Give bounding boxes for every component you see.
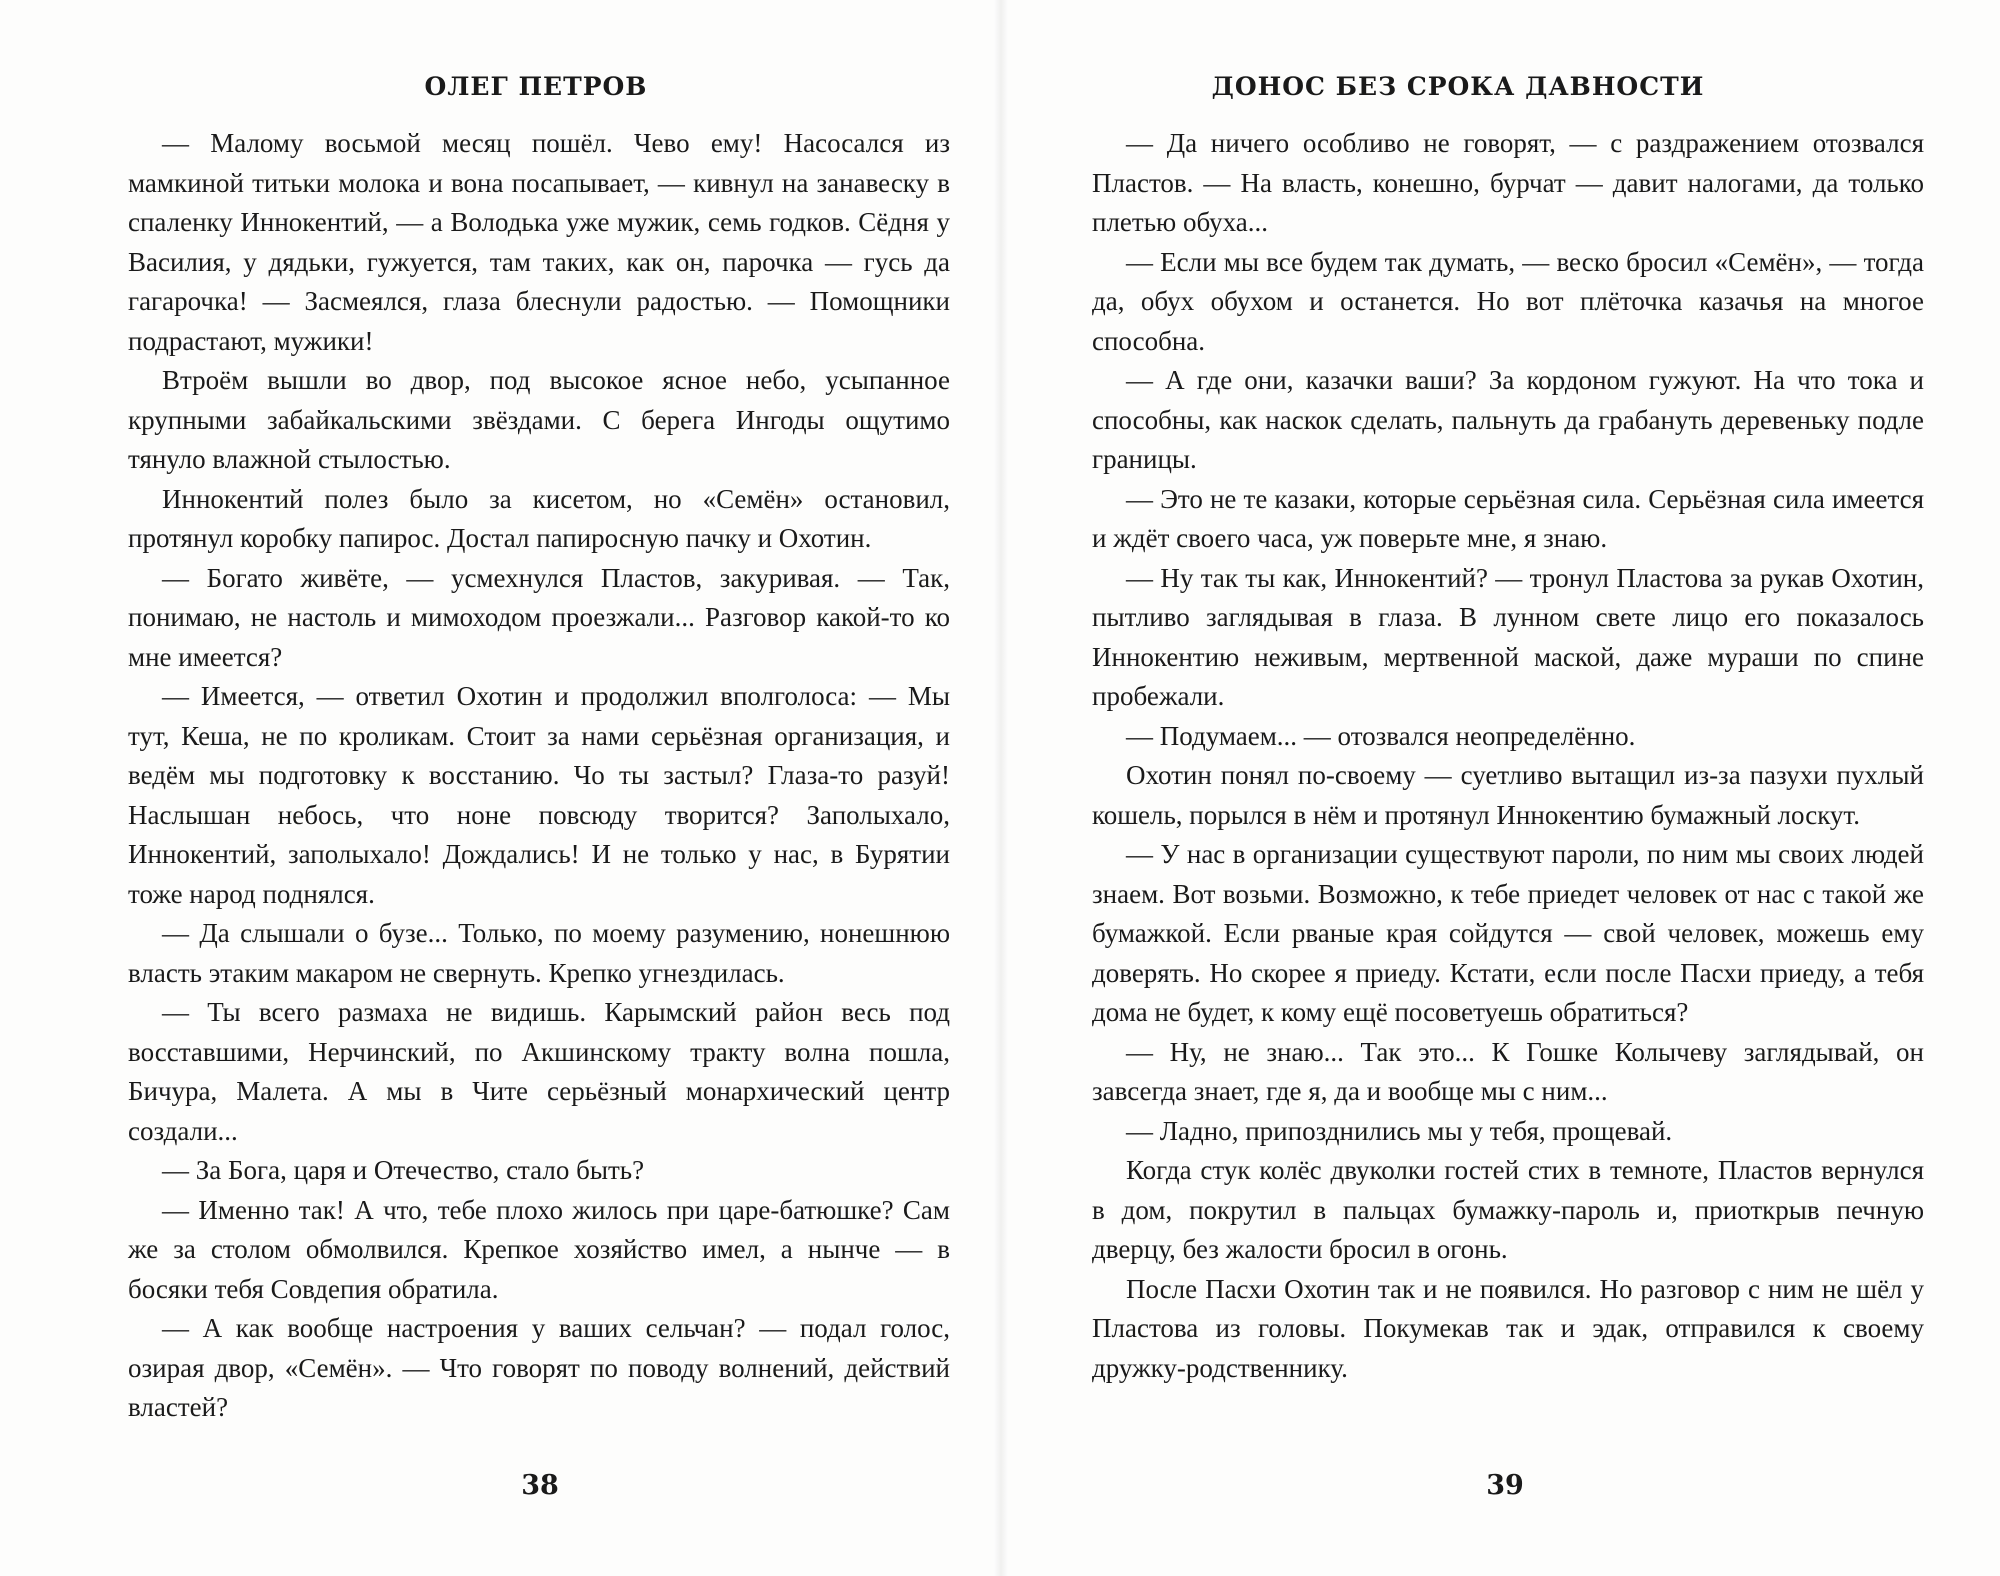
paragraph: — Это не те казаки, которые серьёзная сила. Серьёзная сила имеется и ждёт своего часа, уж поверьте мне, я знаю. (1092, 483, 1924, 553)
paragraph: После Пасхи Охотин так и не появился. Но разговор с ним не шёл у Пластова из головы. Покумекав так и эдак, отправился к своему дружку-родственнику. (1092, 1273, 1924, 1383)
paragraph: Иннокентий полез было за кисетом, но «Семён» остановил, протянул коробку папирос. Достал папиросную пачку и Охотин. (128, 483, 950, 553)
paragraph: Охотин понял по-своему — суетливо вытащил из-за пазухи пухлый кошель, порылся в нём и протянул Иннокентию бумажный лоскут. (1092, 760, 1924, 830)
right-text-block (1092, 124, 1924, 1388)
paragraph: — А где они, казачки ваши? За кордоном гужуют. На что тока и способны, как наскок сделать, пальнуть да грабануть деревеньку подле границы. (1092, 365, 1924, 474)
paragraph: — Ну так ты как, Иннокентий? — тронул Пластова за рукав Охотин, пытливо заглядывая в глаза. В лунном свете лицо его показалось Иннокентию неживым, мертвенной маской, даже мураши по спине пробежали. (1092, 562, 1924, 711)
paragraph: — Именно так! А что, тебе плохо жилось при царе-батюшке? Сам же за столом обмолвился. Крепкое хозяйство имел, а нынче — в босяки тебя Совдепия обратила. (128, 1194, 950, 1304)
paragraph: — Ладно, припозднились мы у тебя, прощевай. (1126, 1115, 1673, 1146)
paragraph: Когда стук колёс двуколки гостей стих в темноте, Пластов вернулся в дом, покрутил в пальцах бумажку-пароль и, приоткрыв печную дверцу, без жалости бросил в огонь. (1092, 1155, 1924, 1264)
paragraph: — Да ничего особливо не говорят, — с раздражением отозвался Пластов. — На власть, конешно, бурчат — давит налогами, да только плетью обуха... (1092, 128, 1924, 237)
paragraph: — Ну, не знаю... Так это... К Гошке Колычеву заглядывай, он завсегда знает, где я, да и вообще мы с ним... (1092, 1036, 1924, 1106)
paragraph: Втроём вышли во двор, под высокое ясное небо, усыпанное крупными забайкальскими звёздами. С берега Ингоды ощутимо тянуло влажной стылостью. (128, 365, 950, 474)
paragraph: — За Бога, царя и Отечество, стало быть? (162, 1155, 645, 1185)
paragraph: — Да слышали о бузе... Только, по моему разумению, нонешнюю власть этаким макаром не свернуть. Крепко угнездилась. (128, 918, 950, 988)
paragraph: — А как вообще настроения у ваших сельчан? — подал голос, озирая двор, «Семён». — Что говорят по поводу волнений, действий властей? (128, 1313, 950, 1422)
paragraph: — Если мы все будем так думать, — веско бросил «Семён», — тогда да, обух обухом и останется. Но вот плёточка казачья на многое способна. (1092, 246, 1924, 356)
paragraph: — У нас в организации существуют пароли, по ним мы своих людей знаем. Вот возьми. Возможно, к тебе приедет человек от нас с такой же бумажкой. Если рваные края сойдутся — свой человек, можешь ему доверять. Но скорее я приеду. Кстати, если после Пасхи приеду, а тебя дома не будет, к кому ещё посоветуешь обратиться? (1092, 839, 1924, 1027)
running-head-author: ОЛЕГ ПЕТРОВ (424, 72, 648, 101)
paragraph: — Малому восьмой месяц пошёл. Чево ему! Насосался из мамкиной титьки молока и вона посапывает, — кивнул на занавеску в спаленку Иннокентий, — а Володька уже мужик, семь годков. Сёдня у Василия, у дядьки, гужуется, там таких, как он, парочка — гусь да гагарочка! — Засмеялся, глаза блеснули радостью. — Помощники подрастают, мужики! (128, 128, 950, 356)
paragraph: — Ты всего размаха не видишь. Карымский район весь под восставшими, Нерчинский, по Акшинскому тракту волна пошла, Бичура, Малета. А мы в Чите серьёзный монархический центр создали... (128, 997, 950, 1146)
running-head-title: ДОНОС БЕЗ СРОКА ДАВНОСТИ (1211, 72, 1705, 101)
page-number-left: 38 (521, 1470, 559, 1501)
paragraph: — Имеется, — ответил Охотин и продолжил вполголоса: — Мы тут, Кеша, не по кроликам. Стоит за нами серьёзная организация, и ведём мы подготовку к восстанию. Чо ты застыл? Глаза-то разуй! Наслышан небось, что ноне повсюду творится? Заполыхало, Иннокентий, заполыхало! Дождались! И не только у нас, в Бурятии тоже народ поднялся. (128, 681, 950, 909)
page-number-right: 39 (1486, 1470, 1524, 1501)
right-page (1000, 0, 2000, 1576)
paragraph: — Подумаем... — отозвался неопределённо. (1126, 720, 1636, 751)
paragraph: — Богато живёте, — усмехнулся Пластов, закуривая. — Так, понимаю, не настоль и мимоходом проезжали... Разговор какой-то ко мне имеется? (128, 562, 950, 672)
left-text-block (128, 124, 950, 1428)
